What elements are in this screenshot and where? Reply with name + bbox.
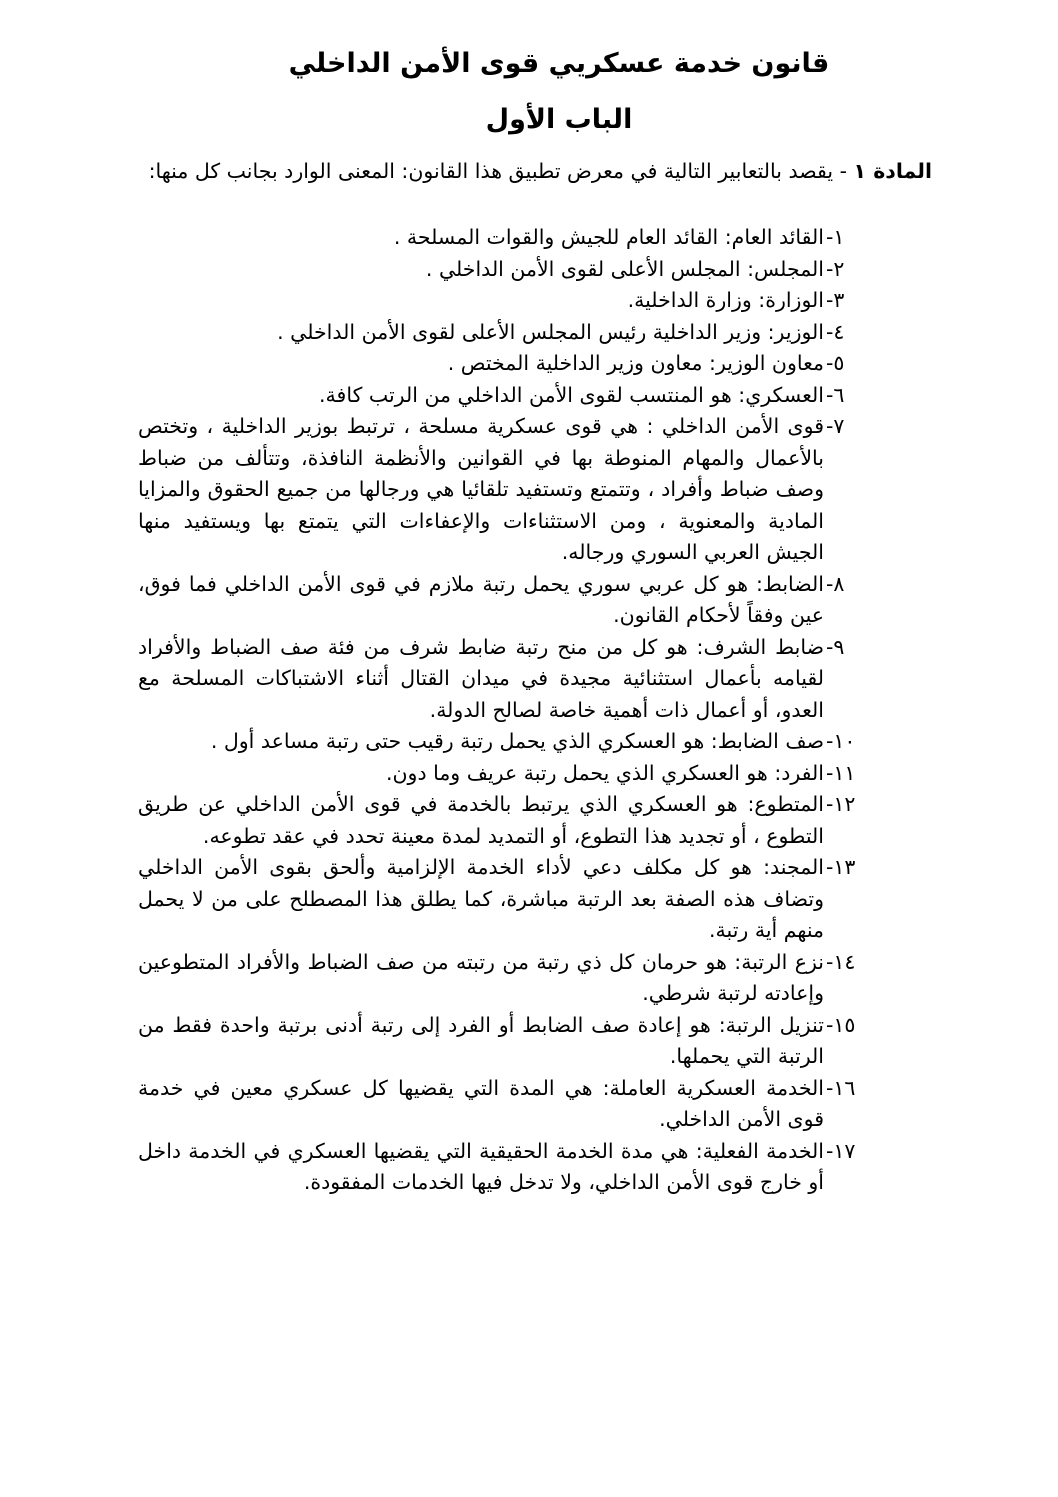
- definition-item: [138, 758, 858, 790]
- definition-item: [138, 726, 858, 758]
- definition-text: صف الضابط: هو العسكري الذي يحمل رتبة رقيب حتى رتبة مساعد أول .: [210, 729, 824, 753]
- definition-text: تنزيل الرتبة: هو إعادة صف الضابط أو الفرد إلى رتبة أدنى برتبة واحدة فقط من الرتبة التي يحملها.: [138, 1012, 824, 1068]
- article-intro-text: - يقصد بالتعابير التالية في معرض تطبيق هذا القانون: المعنى الوارد بجانب كل منها:: [148, 159, 848, 183]
- definition-item: [138, 380, 858, 412]
- definition-item: [138, 789, 858, 852]
- definition-text: معاون الوزير: معاون وزير الداخلية المختص .: [447, 351, 824, 375]
- definition-text: العسكري: هو المنتسب لقوى الأمن الداخلي من الرتب كافة.: [319, 382, 824, 407]
- definition-number: ٣-: [826, 288, 845, 312]
- definition-text: الخدمة العسكرية العاملة: هي المدة التي يقضيها كل عسكري معين في خدمة قوى الأمن الداخلي.: [138, 1075, 824, 1131]
- definition-number: ٢-: [826, 256, 845, 281]
- definition-number: ٧-: [826, 414, 845, 438]
- definition-text: المجند: هو كل مكلف دعي لأداء الخدمة الإلزامية وألحق بقوى الأمن الداخلي وتضاف هذه الصفة بعد الرتبة مباشرة، كما يطلق هذا المصطلح على من لا يحمل منهم أية رتبة.: [138, 855, 824, 942]
- definition-number: ٤-: [826, 319, 845, 344]
- definition-number: ١٢-: [826, 792, 856, 816]
- definition-number: ١٦-: [826, 1075, 856, 1100]
- definition-item: [138, 348, 858, 380]
- document-title: قانون خدمة عسكريي قوى الأمن الداخلي: [288, 48, 830, 79]
- definition-item: [138, 852, 858, 947]
- article-intro: [120, 156, 932, 188]
- definition-text: قوى الأمن الداخلي : هي قوى عسكرية مسلحة ، ترتبط بوزير الداخلية ، وتختص بالأعمال والمهام المنوطة بها في القوانين والأنظمة النافذة، وتتألف من ضباط وصف ضباط وأفراد ، وتتمتع وتستفيد تلقائيا هي ورجالها من جميع الحقوق والمزايا المادية والمعنوية ، ومن الاستثناءات والإعفاءات التي يتمتع بها ويستفيد منها الجيش العربي السوري ورجاله.: [138, 414, 824, 564]
- definition-item: [138, 1010, 858, 1073]
- definition-item: [138, 254, 858, 286]
- chapter-heading: الباب الأول: [485, 104, 633, 135]
- definition-text: الخدمة الفعلية: هي مدة الخدمة الحقيقية التي يقضيها العسكري في الخدمة داخل أو خارج قوى الأمن الداخلي، ولا تدخل فيها الخدمات المفقودة.: [138, 1138, 824, 1194]
- definition-text: القائد العام: القائد العام للجيش والقوات المسلحة .: [393, 225, 824, 249]
- definition-text: الوزير: وزير الداخلية رئيس المجلس الأعلى لقوى الأمن الداخلي .: [277, 319, 824, 344]
- definition-item: [138, 569, 858, 632]
- definition-item: [138, 1136, 858, 1199]
- definition-number: ١٤-: [826, 949, 856, 974]
- definition-item: [138, 285, 858, 317]
- definition-item: [138, 222, 858, 254]
- definition-number: ٨-: [826, 571, 845, 596]
- definition-number: ١٣-: [826, 855, 856, 879]
- article-label: المادة ١: [853, 159, 932, 183]
- definition-number: ٩-: [826, 634, 845, 659]
- definition-item: [138, 947, 858, 1010]
- definition-text: نزع الرتبة: هو حرمان كل ذي رتبة من رتبته من صف الضباط والأفراد المتطوعين وإعادته لرتبة شرطي.: [138, 949, 824, 1005]
- definition-text: المتطوع: هو العسكري الذي يرتبط بالخدمة في قوى الأمن الداخلي عن طريق التطوع ، أو تجديد هذا التطوع، أو التمديد لمدة معينة تحدد في عقد تطوعه.: [138, 792, 824, 848]
- definition-text: الوزارة: وزارة الداخلية.: [627, 288, 824, 312]
- definition-number: ١٥-: [826, 1012, 856, 1037]
- definition-text: المجلس: المجلس الأعلى لقوى الأمن الداخلي .: [425, 256, 824, 281]
- definitions-list: [138, 222, 858, 1199]
- definition-item: [138, 632, 858, 727]
- definition-number: ١٠-: [826, 729, 856, 753]
- definition-number: ١٧-: [826, 1138, 856, 1163]
- definition-number: ٦-: [826, 382, 845, 407]
- definition-item: [138, 317, 858, 349]
- definition-text: ضابط الشرف: هو كل من منح رتبة ضابط شرف من فئة صف الضباط والأفراد لقيامه بأعمال استثنائية مجيدة في ميدان القتال أثناء الاشتباكات المسلحة مع العدو، أو أعمال ذات أهمية خاصة لصالح الدولة.: [138, 634, 824, 722]
- definition-text: الفرد: هو العسكري الذي يحمل رتبة عريف وما دون.: [385, 760, 824, 785]
- definition-text: الضابط: هو كل عربي سوري يحمل رتبة ملازم في قوى الأمن الداخلي فما فوق، عين وفقاً لأحكام القانون.: [138, 571, 824, 627]
- definition-number: ١١-: [826, 760, 856, 785]
- definition-number: ١-: [826, 225, 845, 249]
- definition-number: ٥-: [826, 351, 845, 375]
- definition-item: [138, 1073, 858, 1136]
- definition-item: [138, 411, 858, 569]
